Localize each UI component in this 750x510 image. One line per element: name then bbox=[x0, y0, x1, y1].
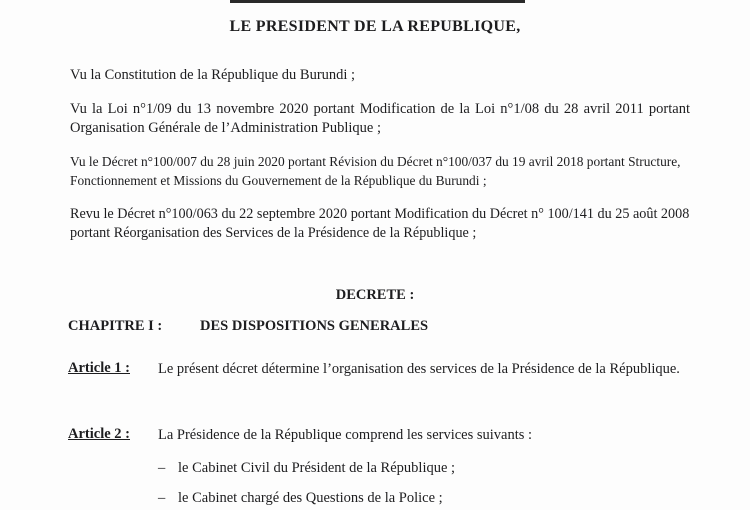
article-2-label: Article 2 : bbox=[68, 426, 130, 442]
article-1-label: Article 1 : bbox=[68, 360, 130, 376]
list-item bbox=[158, 490, 443, 507]
article-1-text: Le présent décret détermine l’organisation des services de la Présidence de la République. bbox=[158, 361, 680, 377]
chapter-title: DES DISPOSITIONS GENERALES bbox=[200, 318, 429, 334]
top-rule-divider bbox=[230, 0, 525, 3]
list-item-text: le Cabinet Civil du Président de la République ; bbox=[178, 460, 456, 476]
bullet-dash: – bbox=[158, 490, 166, 506]
visa-constitution: Vu la Constitution de la République du Burundi ; bbox=[70, 67, 356, 83]
decrete-heading: DECRETE : bbox=[335, 287, 415, 303]
document-title: LE PRESIDENT DE LA REPUBLIQUE, bbox=[229, 18, 521, 35]
list-item bbox=[158, 460, 455, 477]
chapter-number: CHAPITRE I : bbox=[68, 318, 163, 334]
visa-decret-reorganisation: Revu le Décret n°100/063 du 22 septembre 2020 portant Modification du Décret n° 100/141 du 25 août 2008 portant Réorganisation des Services de la Présidence de la République ; bbox=[70, 206, 690, 241]
list-item-text: le Cabinet chargé des Questions de la Police ; bbox=[178, 490, 443, 506]
visa-loi: Vu la Loi n°1/09 du 13 novembre 2020 portant Modification de la Loi n°1/08 du 28 avril 2011 portant Organisation Générale de l’Administration Publique ; bbox=[70, 101, 690, 136]
bullet-dash: – bbox=[158, 460, 166, 476]
article-2-text: La Présidence de la République comprend les services suivants : bbox=[158, 427, 533, 443]
visa-decret-structure: Vu le Décret n°100/007 du 28 juin 2020 portant Révision du Décret n°100/037 du 19 avril 2018 portant Structure, Fonctionnement et Missions du Gouvernement de la République du Burundi ; bbox=[70, 154, 681, 188]
